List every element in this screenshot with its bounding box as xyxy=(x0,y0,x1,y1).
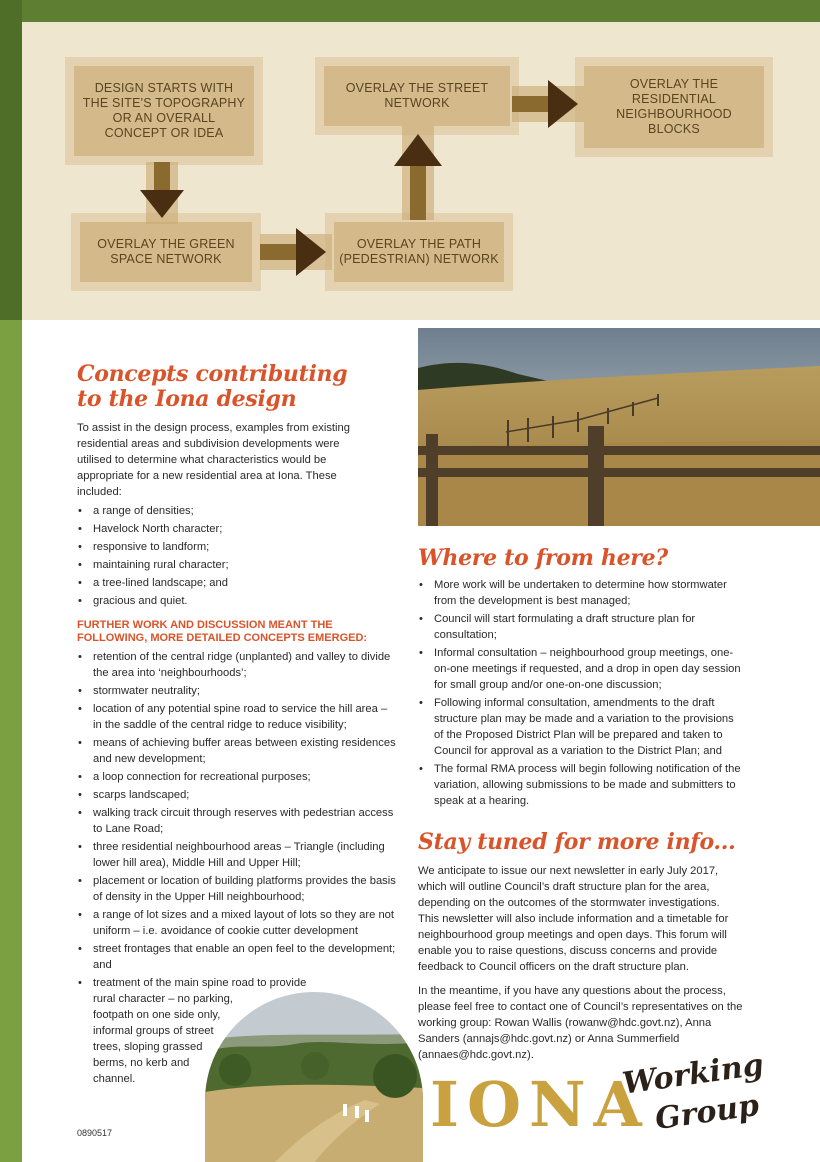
farmland-fence-photo xyxy=(418,328,820,526)
where-section xyxy=(418,546,743,811)
list-item: • responsive to landform; xyxy=(77,539,397,555)
document-code: 0890517 xyxy=(77,1128,113,1138)
list-item: • Following informal consultation, amendments to the draft structure plan may be made and a variation to the provisions of the Proposed District Plan will be prepared and taken to Council for approval as a variation to the District Plan; and xyxy=(418,695,743,759)
stay-tuned-paragraph: We anticipate to issue our next newsletter in early July 2017, which will outline Council’s draft structure plan for the area, depending on the outcomes of the stormwater investigations. This newsletter will also include information and a timetable for neighbourhood group meetings and open days. This forum will enable you to raise questions, discuss concerns and provide feedback to Council officers on the draft structure plan. xyxy=(418,865,729,973)
concepts-section xyxy=(77,362,397,1089)
concepts-intro: To assist in the design process, examples from existing residential areas and subdivision developments were utilised to determine what characteristics would be appropriate for a new residential area at Iona. These included: xyxy=(77,422,350,498)
list-item: • More work will be undertaken to determine how stormwater from the development is best managed; xyxy=(418,577,743,609)
arrow-right-icon xyxy=(260,220,332,284)
flow-step-street-network: OVERLAY THE STREET NETWORK xyxy=(324,66,510,126)
flow-step-topography: DESIGN STARTS WITH THE SITE'S TOPOGRAPHY OR AN OVERALL CONCEPT OR IDEA xyxy=(74,66,254,156)
list-item: • walking track circuit through reserves with pedestrian access to Lane Road; xyxy=(77,805,397,837)
iona-working-group-logo xyxy=(430,1047,766,1150)
list-item: • three residential neighbourhood areas – Triangle (including lower hill area), Middle Hill and Upper Hill; xyxy=(77,839,397,871)
sidebar-light-bar xyxy=(0,320,22,1162)
top-green-bar xyxy=(0,0,820,22)
list-item: • The formal RMA process will begin following notification of the variation, allowing submissions to be made and submitters to speak at a hearing. xyxy=(418,761,743,809)
concepts-list xyxy=(77,503,397,609)
list-item: • treatment of the main spine road to provide rural character – no parking, footpath on one side only, informal groups of street trees, sloping grassed berms, no kerb and channel. xyxy=(77,975,397,1087)
detailed-concepts-subheading: FURTHER WORK AND DISCUSSION MEANT THE FOLLOWING, MORE DETAILED CONCEPTS EMERGED: xyxy=(77,619,368,644)
stay-tuned-heading: Stay tuned for more info... xyxy=(418,829,736,855)
arrow-right-icon xyxy=(512,72,584,136)
flow-step-path-network: OVERLAY THE PATH (PEDESTRIAN) NETWORK xyxy=(334,222,504,282)
stay-tuned-section xyxy=(418,830,743,1063)
flow-step-green-space: OVERLAY THE GREEN SPACE NETWORK xyxy=(80,222,252,282)
list-item: • Havelock North character; xyxy=(77,521,397,537)
logo-iona-text: IONA xyxy=(430,1068,650,1141)
sidebar-dark-bar xyxy=(0,0,22,320)
logo-working-text: Working xyxy=(620,1047,766,1102)
where-list xyxy=(418,577,743,809)
list-item: • location of any potential spine road to service the hill area – in the saddle of the central ridge to reduce visibility; xyxy=(77,701,397,733)
list-item: • retention of the central ridge (unplanted) and valley to divide the area into ‘neighbourhoods’; xyxy=(77,649,397,681)
list-item: • means of achieving buffer areas between existing residences and new development; xyxy=(77,735,397,767)
where-heading: Where to from here? xyxy=(418,545,668,571)
list-item: • maintaining rural character; xyxy=(77,557,397,573)
list-item: • scarps landscaped; xyxy=(77,787,397,803)
arrow-up-icon xyxy=(388,126,448,220)
flow-step-residential-blocks: OVERLAY THE RESIDENTIAL NEIGHBOURHOOD BLOCKS xyxy=(584,66,764,148)
contact-paragraph: In the meantime, if you have any questions about the process, please feel free to contact one of Council’s representatives on the working group: Rowan Wallis (rowanw@hdc.govt.nz), Anna Sanders (annajs@hdc.govt.nz) or Anna Summerfield (annaes@hdc.govt.nz). xyxy=(418,985,743,1061)
list-item: • street frontages that enable an open feel to the development; and xyxy=(77,941,397,973)
list-item: • placement or location of building platforms provides the basis of density in the Upper Hill neighbourhood; xyxy=(77,873,397,905)
list-item: • Council will start formulating a draft structure plan for consultation; xyxy=(418,611,743,643)
list-item: • Informal consultation – neighbourhood group meetings, one-on-one meetings if requested, and a drop in open day session for small group and/or one-on-one discussion; xyxy=(418,645,743,693)
list-item: • gracious and quiet. xyxy=(77,593,397,609)
list-item: • a range of densities; xyxy=(77,503,397,519)
design-flow-diagram xyxy=(22,22,820,320)
list-item: • stormwater neutrality; xyxy=(77,683,397,699)
concepts-heading: Concepts contributing to the Iona design xyxy=(77,361,348,412)
logo-group-text: Group xyxy=(653,1087,762,1138)
list-item: • a tree-lined landscape; and xyxy=(77,575,397,591)
arrow-down-icon xyxy=(132,162,192,224)
list-item: • a loop connection for recreational purposes; xyxy=(77,769,397,785)
list-item: • a range of lot sizes and a mixed layout of lots so they are not uniform – i.e. avoidance of cookie cutter development xyxy=(77,907,397,939)
